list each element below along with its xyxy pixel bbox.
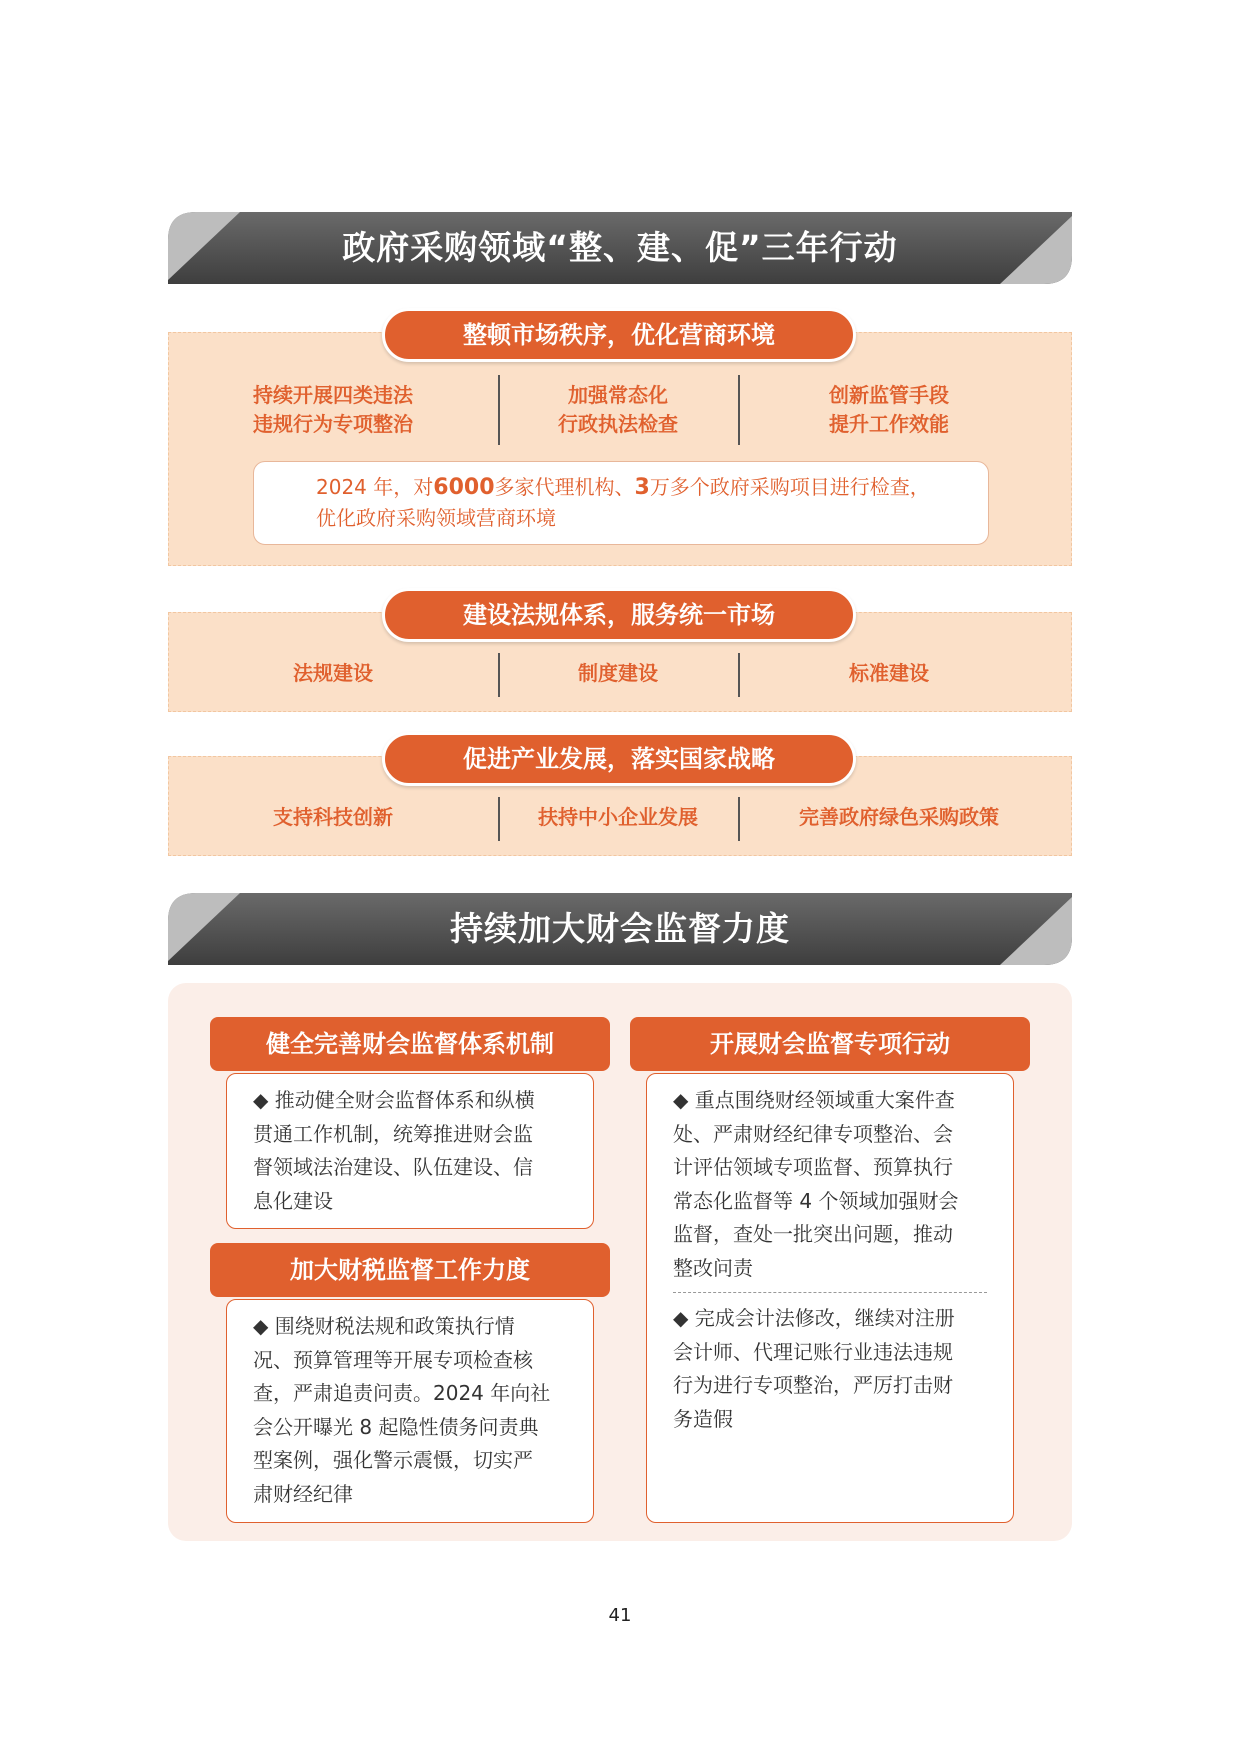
tab-tax-supervision: 加大财税监督工作力度 [210, 1243, 610, 1297]
card-body [253, 1310, 575, 1511]
card-line: 计评估领域专项监督、预算执行 [673, 1155, 953, 1179]
card-line: 督领域法治建设、队伍建设、信 [253, 1155, 533, 1179]
card-line: ◆ 重点围绕财经领域重大案件查 [673, 1088, 955, 1112]
item-green-procurement: 完善政府绿色采购政策 [799, 805, 999, 829]
banner-title: 政府采购领域“整、建、促”三年行动 [342, 228, 898, 267]
card-line: 整改问责 [673, 1255, 753, 1280]
item-line: 行政执法检查 [558, 412, 678, 436]
card-line: 况、预算管理等开展专项检查核 [253, 1347, 533, 1372]
card-line: 息化建设 [253, 1188, 333, 1213]
item-line: 违规行为专项整治 [253, 412, 413, 436]
note-line-2: 优化政府采购领域营商环境 [316, 506, 556, 530]
tab-special-actions: 开展财会监督专项行动 [630, 1017, 1030, 1071]
card-line: 务造假 [673, 1406, 733, 1431]
card-line: 型案例，强化警示震慑，切实严 [253, 1448, 533, 1472]
item-tech-innovation: 支持科技创新 [273, 805, 393, 829]
card-body [253, 1084, 575, 1218]
card-line: 监督，查处一批突出问题，推动 [673, 1222, 953, 1246]
inspection-note-box [253, 461, 989, 545]
dashed-separator [673, 1292, 987, 1293]
item-standards: 标准建设 [849, 661, 929, 685]
accounting-supervision-panel [168, 983, 1072, 1541]
item-sme-support: 扶持中小企业发展 [538, 805, 698, 829]
item-laws: 法规建设 [293, 661, 373, 685]
pill-build-regulations: 建设法规体系，服务统一市场 [382, 588, 856, 642]
section-banner-procurement [168, 212, 1072, 284]
card-tax-supervision [226, 1299, 594, 1523]
card-body-b [673, 1302, 995, 1436]
note-text: 多家代理机构、 [494, 475, 635, 499]
item-institutions: 制度建设 [578, 661, 658, 685]
tab-supervision-system: 健全完善财会监督体系机制 [210, 1017, 610, 1071]
item-innovate-supervision [739, 381, 1039, 439]
item-rectify-violations [209, 381, 457, 439]
card-line: 肃财经纪律 [253, 1481, 353, 1506]
note-line-1 [316, 472, 976, 503]
card-line: ◆ 推动健全财会监督体系和纵横 [253, 1088, 535, 1112]
card-line: 会公开曝光 8 起隐性债务问责典 [253, 1414, 539, 1439]
item-line: 提升工作效能 [829, 412, 949, 436]
note-text: 万多个政府采购项目进行检查， [649, 475, 930, 499]
card-supervision-system [226, 1073, 594, 1229]
card-line: 常态化监督等 4 个领域加强财会 [673, 1188, 959, 1213]
item-regular-inspection [499, 381, 737, 439]
pill-rectify-market: 整顿市场秩序，优化营商环境 [382, 308, 856, 362]
card-line: 行为进行专项整治，严厉打击财 [673, 1373, 953, 1397]
card-special-actions [646, 1073, 1014, 1523]
note-text: 2024 年，对 [316, 475, 434, 499]
card-line: 查，严肃追责问责。2024 年向社 [253, 1381, 551, 1405]
section-banner-accounting-supervision [168, 893, 1072, 965]
page-number: 41 [608, 1605, 632, 1626]
note-number: 3 [634, 475, 650, 500]
banner-title: 持续加大财会监督力度 [450, 909, 790, 948]
card-line: 贯通工作机制，统筹推进财会监 [253, 1121, 533, 1146]
card-line: ◆ 围绕财税法规和政策执行情 [253, 1314, 515, 1338]
card-line: ◆ 完成会计法修改，继续对注册 [673, 1306, 955, 1330]
item-line: 加强常态化 [568, 383, 668, 407]
card-line: 会计师、代理记账行业违法违规 [673, 1339, 953, 1364]
card-body-a [673, 1084, 995, 1285]
card-line: 处、严肃财经纪律专项整治、会 [673, 1121, 953, 1146]
pill-promote-industry: 促进产业发展，落实国家战略 [382, 732, 856, 786]
item-line: 持续开展四类违法 [253, 383, 413, 407]
item-line: 创新监管手段 [829, 383, 949, 407]
note-number: 6000 [433, 475, 495, 500]
procurement-block-rectify [168, 332, 1072, 566]
inspection-note [316, 472, 976, 534]
